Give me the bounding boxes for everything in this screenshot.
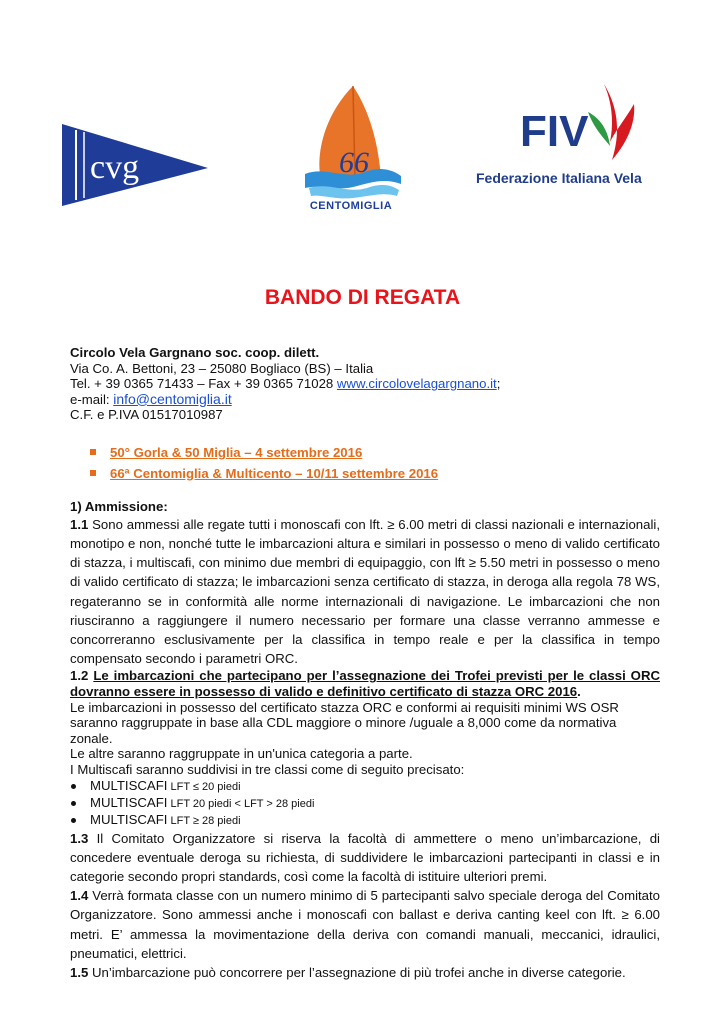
cento-number: 66 (339, 146, 369, 179)
page-title: BANDO DI REGATA (264, 286, 461, 309)
multihull-classes (70, 778, 660, 829)
centomiglia-logo (295, 84, 407, 218)
cvg-logo (62, 124, 208, 206)
para-text: Un’imbarcazione può concorrere per l’assegnazione di più trofei anche in diverse categorie. (88, 964, 626, 980)
para-text: Sono ammessi alle regate tutti i monoscafi con lft. ≥ 6.00 metri di classi nazionali e internazionali, monotipo e non, nonché tutte le imbarcazioni altura e similari in possesso o meno di valido certificato di stazza, i multiscafi, con minimo due membri di equipaggio, con lft ≥ 5.50 metri in possesso o meno di valido certificato di stazza; le imbarcazioni senza certificato di stazza, in deroga alla regola 78 WS, regateranno se in conformità alle norme internazionali di navigazione. Le imbarcazioni che non riusciranno a raggiungere il numero necessario per formare una classe verranno ammesse e concorreranno esclusivamente per la classifica in tempo reale e per la classifica in tempo compensato secondo i parametri ORC. (70, 516, 660, 667)
section-heading: 1) Ammissione: (70, 499, 168, 515)
para-number: 1.3 (70, 830, 89, 846)
email-label: e-mail: (70, 391, 114, 407)
document-body (70, 345, 660, 982)
multi-label: MULTISCAFI (90, 794, 168, 810)
list-item (70, 778, 660, 795)
cento-logo-text: CENTOMIGLIA (309, 200, 393, 212)
paragraph-1-5 (70, 963, 660, 982)
org-vat: C.F. e P.IVA 01517010987 (70, 407, 223, 423)
fiv-logo-text: FIV (520, 107, 589, 156)
list-item (70, 812, 660, 829)
website-link[interactable]: www.circolovelagargnano.it (336, 376, 497, 392)
org-name: Circolo Vela Gargnano soc. coop. dilett. (70, 345, 320, 360)
paragraph-1-2-text: Le imbarcazioni in possesso del certificato stazza ORC e conformi ai requisiti minimi WS OSR saranno raggruppate in base alla CDL maggiore o minore /uguale a 8,000 come da normativa zonale. (70, 699, 619, 746)
event-text: 66ª Centomiglia & Multicento – 10/11 settembre 2016 (110, 465, 439, 481)
para-end: . (577, 683, 581, 699)
events-list (90, 445, 660, 481)
fiv-logo (476, 84, 666, 190)
paragraph-1-4 (70, 886, 660, 963)
event-text: 50° Gorla & 50 Miglia – 4 settembre 2016 (110, 444, 363, 460)
para-text: Verrà formata classe con un numero minimo di 5 partecipanti salvo speciale deroga del Comitato Organizzatore. Sono ammessi anche i monoscafi con ballast e deriva canting keel con lft. ≥ 6.00 metri. E’ ammessa la movimentazione della deriva con comandi manuali, meccanici, idraulici, pneumatici, elettrici. (70, 888, 660, 961)
org-email (70, 392, 660, 408)
bullet-dot-icon (71, 818, 76, 823)
para-number: 1.1 (70, 516, 89, 532)
para-number: 1.4 (70, 888, 89, 904)
multi-detail: LFT ≥ 28 piedi (167, 814, 241, 827)
org-phone-suffix: ; (496, 376, 501, 392)
fiv-sail-icon (476, 84, 666, 168)
para-number: 1.2 (70, 668, 89, 684)
square-bullet-icon (90, 470, 96, 476)
paragraph-1-2-multi: I Multiscafi saranno suddivisi in tre classi come di seguito precisato: (70, 761, 465, 777)
email-link[interactable]: info@centomiglia.it (113, 390, 232, 407)
sailboat-icon (295, 84, 407, 204)
bullet-dot-icon (71, 784, 76, 789)
org-address: Via Co. A. Bettoni, 23 – 25080 Bogliaco (BS) – Italia (70, 360, 374, 376)
event-item (90, 445, 660, 461)
org-phone-text: Tel. + 39 0365 71433 – Fax + 39 0365 71028 (70, 376, 337, 392)
para-text: Il Comitato Organizzatore si riserva la facoltà di ammettere o meno un’imbarcazione, di concedere eventuale deroga su richiesta, di suddividere le imbarcazioni partecipanti in classi e in categorie secondo propri standards, così come la facoltà di istituire ulteriori premi. (70, 830, 660, 884)
org-phone (70, 376, 660, 392)
multi-label: MULTISCAFI (90, 777, 168, 793)
para-number: 1.5 (70, 964, 89, 980)
paragraph-1-2-other: Le altre saranno raggruppate in un'unica categoria a parte. (70, 746, 413, 762)
para-underlined: Le imbarcazioni che partecipano per l’assegnazione dei Trofei previsti per le classi ORC dovranno essere in possesso di valido e definitivo certificato di stazza ORC 2016 (70, 668, 660, 699)
cvg-pennant-icon (62, 124, 208, 206)
multi-detail: LFT 20 piedi < LFT > 28 piedi (167, 797, 315, 810)
paragraph-1-3 (70, 829, 660, 887)
paragraph-1-2 (70, 668, 660, 699)
cvg-logo-text: cvg (90, 149, 140, 186)
multi-label: MULTISCAFI (90, 811, 168, 827)
list-item (70, 795, 660, 812)
bullet-dot-icon (71, 801, 76, 806)
fiv-subtitle: Federazione Italiana Vela (476, 170, 642, 186)
multi-detail: LFT ≤ 20 piedi (167, 780, 241, 793)
square-bullet-icon (90, 449, 96, 455)
paragraph-1-1 (70, 515, 660, 669)
event-item (90, 466, 660, 482)
